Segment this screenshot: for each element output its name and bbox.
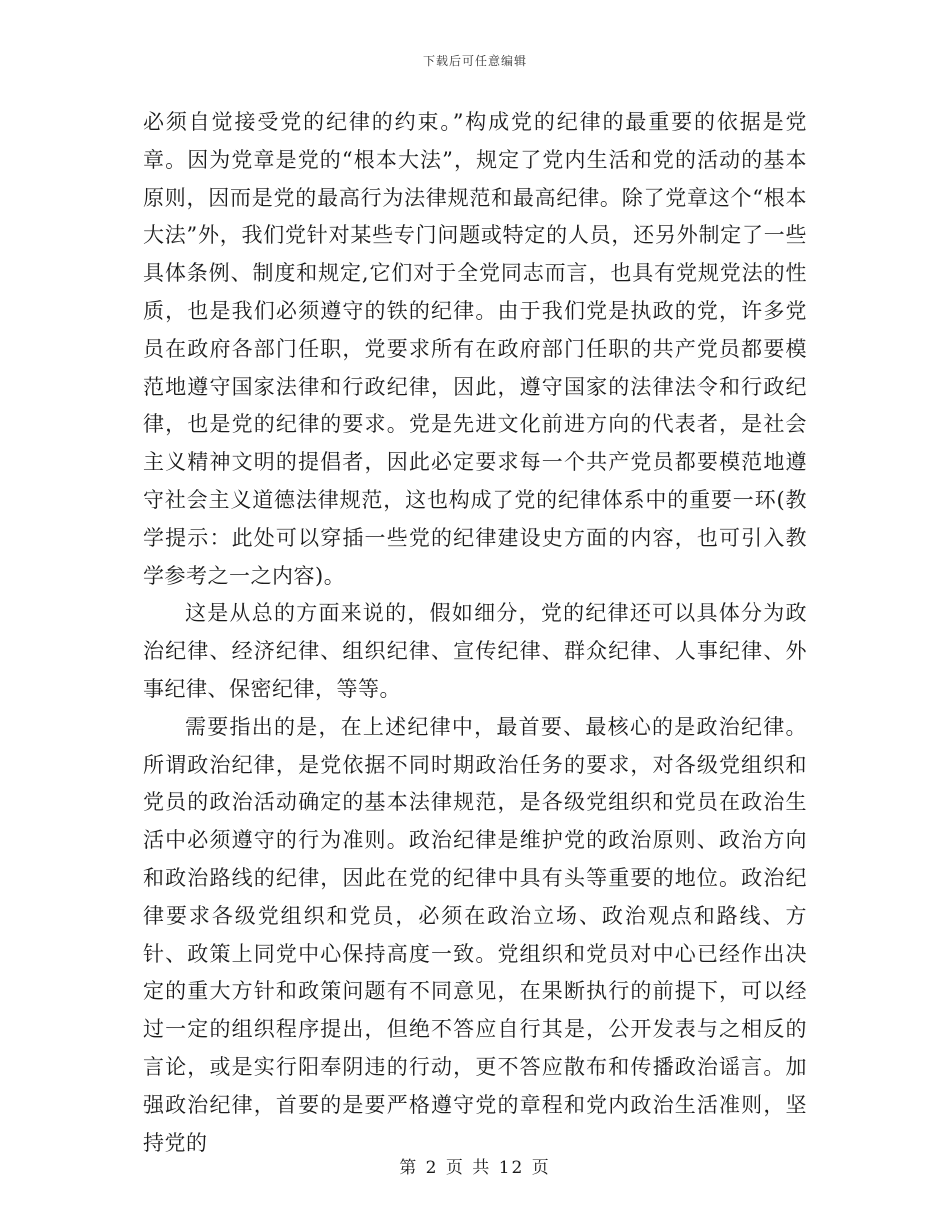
page-number-footer: 第 2 页 共 12 页 — [399, 1158, 551, 1178]
document-body — [143, 104, 807, 1162]
body-paragraph-2: 这是从总的方面来说的，假如细分，党的纪律还可以具体分为政治纪律、经济纪律、组织纪律、宣传纪律、群众纪律、人事纪律、外事纪律、保密纪律，等等。 — [143, 601, 807, 701]
page-header: 下载后可任意编辑 — [422, 54, 527, 68]
body-paragraph-1: 必须自觉接受党的纪律的约束。”构成党的纪律的最重要的依据是党章。因为党章是党的“根本大法”，规定了党内生活和党的活动的基本原则，因而是党的最高行为法律规范和最高纪律。除了党章这个“根本大法”外，我们党针对某些专门问题或特定的人员，还另外制定了一些具体条例、制度和规定,它们对于全党同志而言，也具有党规党法的性质，也是我们必须遵守的铁的纪律。由于我们党是执政的党，许多党员在政府各部门任职，党要求所有在政府部门任职的共产党员都要模范地遵守国家法律和行政纪律，因此，遵守国家的法律法令和行政纪律，也是党的纪律的要求。党是先进文化前进方向的代表者，是社会主义精神文明的提倡者，因此必定要求每一个共产党员都要模范地遵守社会主义道德法律规范，这也构成了党的纪律体系中的重要一环(教学提示：此处可以穿插一些党的纪律建设史方面的内容，也可引入教学参考之一之内容)。 — [143, 110, 807, 588]
body-paragraph-3: 需要指出的是，在上述纪律中，最首要、最核心的是政治纪律。所谓政治纪律，是党依据不同时期政治任务的要求，对各级党组织和党员的政治活动确定的基本法律规范，是各级党组织和党员在政治生活中必须遵守的行为准则。政治纪律是维护党的政治原则、政治方向和政治路线的纪律，因此在党的纪律中具有头等重要的地位。政治纪律要求各级党组织和党员，必须在政治立场、政治观点和路线、方针、政策上同党中心保持高度一致。党组织和党员对中心已经作出决定的重大方针和政策问题有不同意见，在果断执行的前提下，可以经过一定的组织程序提出，但绝不答应自行其是，公开发表与之相反的言论，或是实行阳奉阴违的行动，更不答应散布和传播政治谣言。加强政治纪律，首要的是要严格遵守党的章程和党内政治生活准则，坚持党的 — [143, 714, 807, 1155]
